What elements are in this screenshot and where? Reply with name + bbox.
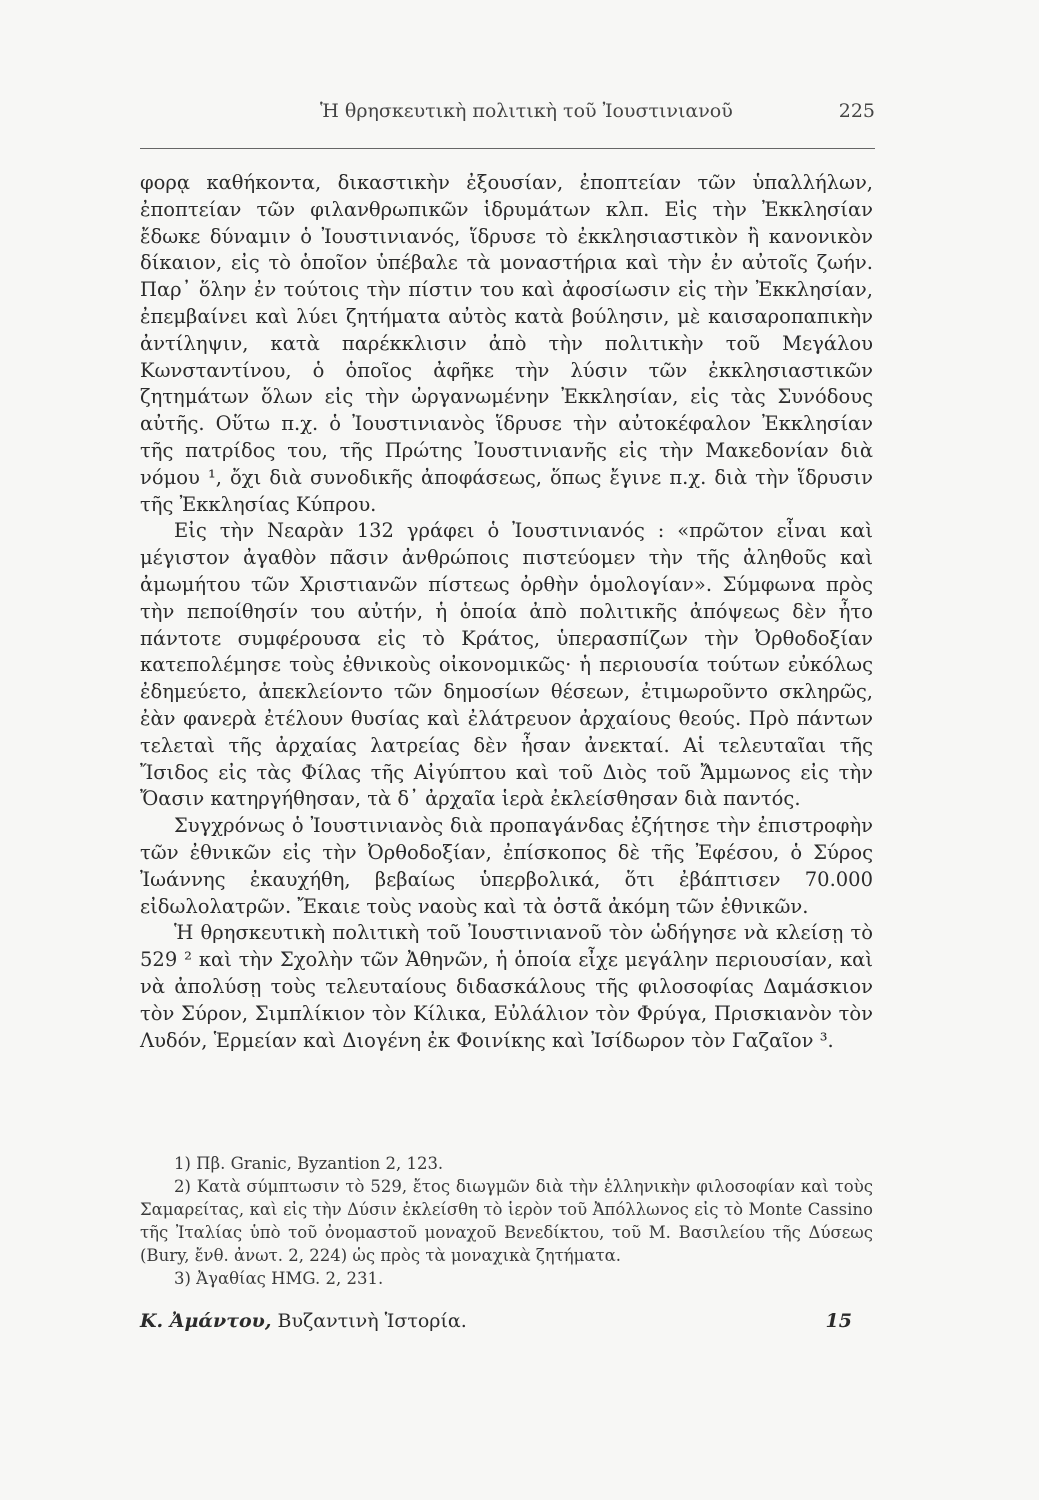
author-name: Κ. Ἀμάντου,: [140, 1310, 272, 1332]
paragraph: Ἡ θρησκευτικὴ πολιτικὴ τοῦ Ἰουστινιανοῦ τὸν ὡδήγησε νὰ κλείσῃ τὸ 529 ² καὶ τὴν Σχολὴν τῶν Ἀθηνῶν, ἡ ὁποία εἶχε μεγάλην περιουσίαν, καὶ νὰ ἀπολύσῃ τοὺς τελευταίους διδασκάλους τῆς φιλοσοφίας Δαμάσκιον τὸν Σύρον, Σιμπλίκιον τὸν Κίλικα, Εὐλάλιον τὸν Φρύγα, Πρισκιανὸν τὸν Λυδόν, Ἑρμείαν καὶ Διογένη ἐκ Φοινίκης καὶ Ἰσίδωρον τὸν Γαζαῖον ³.: [140, 921, 873, 1052]
book-title: Βυζαντινὴ Ἱστορία.: [277, 1310, 467, 1332]
running-title: Ἡ θρησκευτικὴ πολιτικὴ τοῦ Ἰουστινιανοῦ: [320, 100, 733, 122]
footnote: 1) Πβ. Granic, Byzantion 2, 123.: [174, 1154, 444, 1173]
main-text: [140, 170, 873, 1054]
paragraph: Εἰς τὴν Νεαρὰν 132 γράφει ὁ Ἰουστινιανός : «πρῶτον εἶναι καὶ μέγιστον ἀγαθὸν πᾶσιν ἀνθρώποις πιστεύομεν τὴν τῆς ἀληθοῦς καὶ ἀμωμήτου τῶν Χριστιανῶν πίστεως ὀρθὴν ὁμολογίαν». Σύμφωνα πρὸς τὴν πεποίθησίν του αὐτήν, ἡ ὁποία ἀπὸ πολιτικῆς ἀπόψεως δὲν ἦτο πάντοτε συμφέρουσα εἰς τὸ Κράτος, ὑπερασπίζων τὴν Ὀρθοδοξίαν κατεπολέμησε τοὺς ἐθνικοὺς οἰκονομικῶς· ἡ περιουσία τούτων εὐκόλως ἐδημεύετο, ἀπεκλείοντο τῶν δημοσίων θέσεων, ἐτιμωροῦντο σκληρῶς, ἐὰν φανερὰ ἐτέλουν θυσίας καὶ ἐλάτρευον ἀρχαίους θεούς. Πρὸ πάντων τελεταὶ τῆς ἀρχαίας λατρείας δὲν ἦσαν ἀνεκταί. Αἱ τελευταῖαι τῆς Ἴσιδος εἰς τὰς Φίλας τῆς Αἰγύπτου καὶ τοῦ Διὸς τοῦ Ἄμμωνος εἰς τὴν Ὄασιν κατηργήθησαν, τὰ δ᾽ ἀρχαῖα ἱερὰ ἐκλείσθησαν διὰ παντός.: [140, 519, 873, 811]
footnote: 3) Ἀγαθίας HMG. 2, 231.: [174, 1269, 384, 1288]
page-number: 225: [838, 100, 875, 122]
paragraph: φορᾳ καθήκοντα, δικαστικὴν ἐξουσίαν, ἐποπτείαν τῶν ὑπαλλήλων, ἐποπτείαν τῶν φιλανθρωπικῶν ἱδρυμάτων κλπ. Εἰς τὴν Ἐκκλησίαν ἔδωκε δύναμιν ὁ Ἰουστινιανός, ἵδρυσε τὸ ἐκκλησιαστικὸν ἢ κανονικὸν δίκαιον, εἰς τὸ ὁποῖον ὑπέβαλε τὰ μοναστήρια καὶ τὴν ἐν αὐτοῖς ζωήν. Παρ᾽ ὅλην ἐν τούτοις τὴν πίστιν του καὶ ἀφοσίωσιν εἰς τὴν Ἐκκλησίαν, ἐπεμβαίνει καὶ λύει ζητήματα αὐτὸς κατὰ βούλησιν, μὲ καισαροπαπικὴν ἀντίληψιν, κατὰ παρέκκλισιν ἀπὸ τὴν πολιτικὴν τοῦ Μεγάλου Κωνσταντίνου, ὁ ὁποῖος ἀφῆκε τὴν λύσιν τῶν ἐκκλησιαστικῶν ζητημάτων ὅλων εἰς τὴν ὠργανωμένην Ἐκκλησίαν, εἰς τὰς Συνόδους αὐτῆς. Οὕτω π.χ. ὁ Ἰουστινιανὸς ἵδρυσε τὴν αὐτοκέφαλον Ἐκκλησίαν τῆς πατρίδος του, τῆς Πρώτης Ἰουστινιανῆς εἰς τὴν Μακεδονίαν διὰ νόμου ¹, ὄχι διὰ συνοδικῆς ἀποφάσεως, ὅπως ἔγινε π.χ. διὰ τὴν ἵδρυσιν τῆς Ἐκκλησίας Κύπρου.: [140, 171, 873, 516]
sheet-number: 15: [825, 1310, 852, 1332]
footnotes: [140, 1152, 873, 1290]
signature-text: [140, 1310, 467, 1332]
footnote: 2) Κατὰ σύμπτωσιν τὸ 529, ἔτος διωγμῶν διὰ τὴν ἑλληνικὴν φιλοσοφίαν καὶ τοὺς Σαμαρείτας, καὶ εἰς τὴν Δύσιν ἐκλείσθη τὸ ἱερὸν τοῦ Ἀπόλλωνος εἰς τὸ Monte Cassino τῆς Ἰταλίας ὑπὸ τοῦ ὀνομαστοῦ μοναχοῦ Βενεδίκτου, τοῦ Μ. Βασιλείου τῆς Δύσεως (Bury, ἔνθ. ἀνωτ. 2, 224) ὡς πρὸς τὰ μοναχικὰ ζητήματα.: [140, 1177, 873, 1265]
paragraph: Συγχρόνως ὁ Ἰουστινιανὸς διὰ προπαγάνδας ἐζήτησε τὴν ἐπιστροφὴν τῶν ἐθνικῶν εἰς τὴν Ὀρθοδοξίαν, ἐπίσκοπος δὲ τῆς Ἐφέσου, ὁ Σύρος Ἰωάννης ἐκαυχήθη, βεβαίως ὑπερβολικά, ὅτι ἐβάπτισεν 70.000 εἰδωλολατρῶν. Ἔκαιε τοὺς ναοὺς καὶ τὰ ὀστᾶ ἀκόμη τῶν ἐθνικῶν.: [140, 814, 873, 918]
printer-signature: [140, 1310, 852, 1332]
header-rule: [140, 148, 875, 149]
running-header: [140, 100, 875, 122]
